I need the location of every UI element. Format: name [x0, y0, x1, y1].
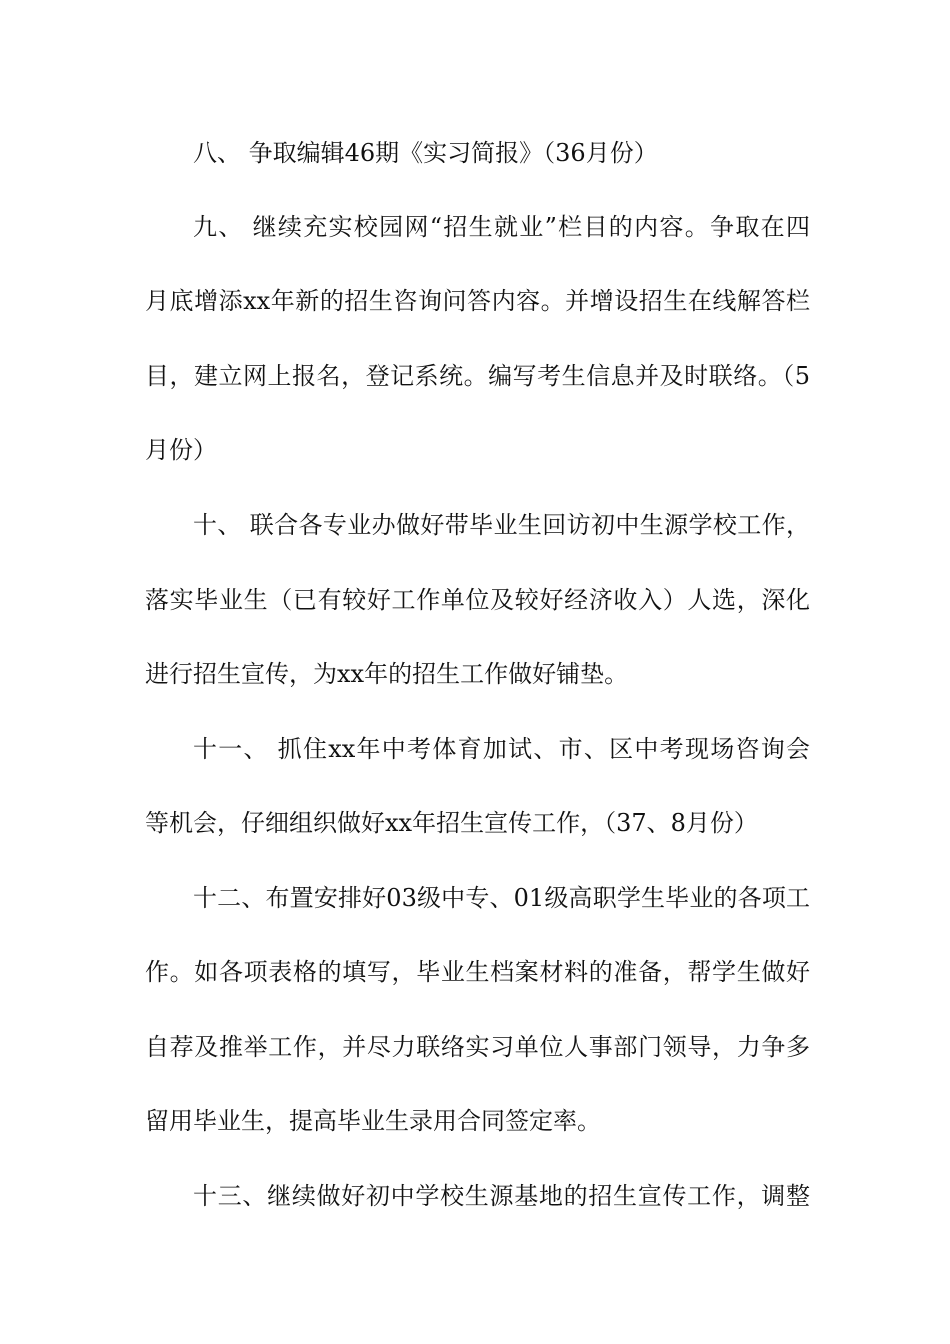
text-line: 落实毕业生（已有较好工作单位及较好经济收入）人选，深化	[145, 586, 810, 614]
text-line: 十三、继续做好初中学校生源基地的招生宣传工作，调整	[193, 1182, 810, 1210]
text-line: 月份）	[145, 436, 217, 464]
text-line: 留用毕业生，提高毕业生录用合同签定率。	[145, 1107, 601, 1135]
text-line: 十二、布置安排好03级中专、01级高职学生毕业的各项工	[193, 884, 810, 912]
text-line: 八、 争取编辑46期《实习简报》（36月份）	[193, 139, 658, 167]
text-line: 作。如各项表格的填写，毕业生档案材料的准备，帮学生做好	[145, 958, 810, 986]
text-line: 目，建立网上报名，登记系统。编写考生信息并及时联络。（5	[145, 362, 810, 390]
text-line: 自荐及推举工作，并尽力联络实习单位人事部门领导，力争多	[145, 1033, 810, 1061]
text-line: 月底增添xx年新的招生咨询问答内容。并增设招生在线解答栏	[145, 287, 810, 315]
text-line: 十一、 抓住xx年中考体育加试、市、区中考现场咨询会	[193, 735, 810, 763]
text-line: 九、 继续充实校园网“招生就业”栏目的内容。争取在四	[193, 213, 810, 241]
text-line: 十、 联合各专业办做好带毕业生回访初中生源学校工作，	[193, 511, 810, 539]
text-line: 等机会，仔细组织做好xx年招生宣传工作，（37、8月份）	[145, 809, 758, 837]
text-line: 进行招生宣传，为xx年的招生工作做好铺垫。	[145, 660, 629, 688]
